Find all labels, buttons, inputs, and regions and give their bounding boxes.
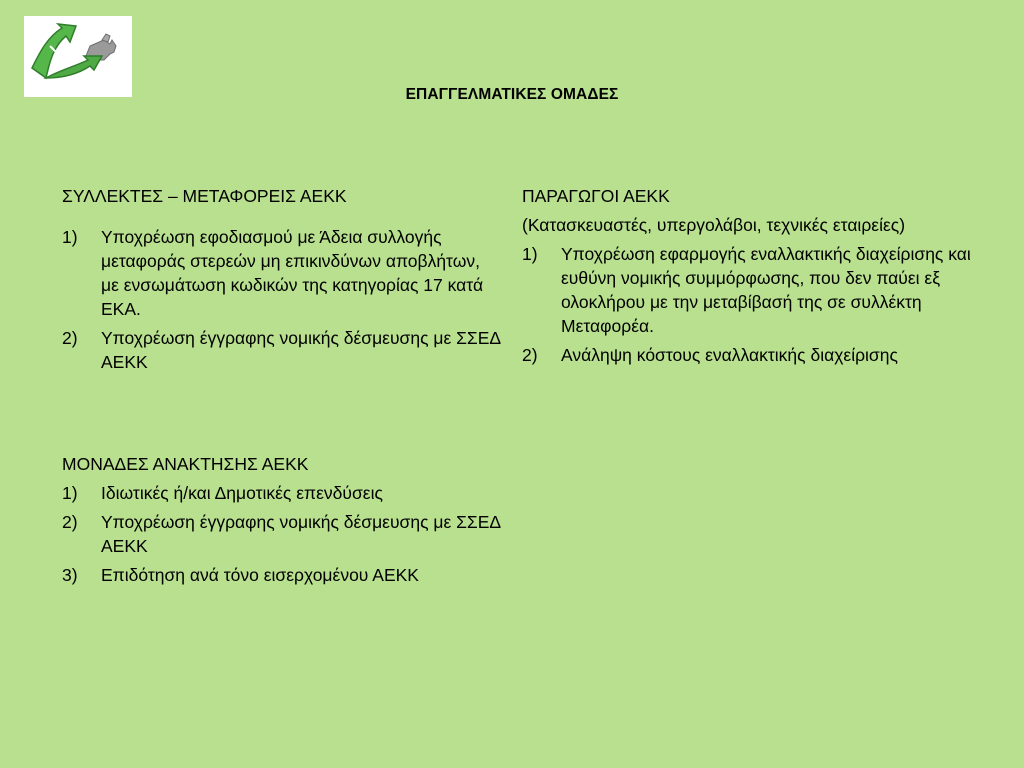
list-text: Ιδιωτικές ή/και Δημοτικές επενδύσεις [101, 483, 383, 503]
list-number: 1) [62, 483, 78, 503]
producers-section [522, 184, 972, 367]
list-text: Υποχρέωση έγγραφης νομικής δέσμευσης με ΣΣΕΔ ΑΕΚΚ [101, 512, 501, 556]
list-text: Υποχρέωση εφαρμογής εναλλακτικής διαχείρισης και ευθύνη νομικής συμμόρφωσης, που δεν παύει εξ ολοκλήρου με την μεταβίβασή της σε συλλέκτη Μεταφορέα. [561, 244, 971, 336]
recovery-units-heading: ΜΟΝΑΔΕΣ ΑΝΑΚΤΗΣΗΣ ΑΕΚΚ [62, 454, 309, 474]
list-item [522, 343, 972, 367]
list-item [62, 563, 502, 587]
collectors-list [62, 225, 502, 374]
list-text: Ανάληψη κόστους εναλλακτικής διαχείρισης [561, 345, 898, 365]
list-number: 1) [62, 227, 78, 247]
logo [24, 16, 132, 97]
list-number: 2) [62, 328, 78, 348]
list-item [522, 242, 972, 338]
list-number: 2) [522, 345, 538, 365]
list-text: Υποχρέωση έγγραφης νομικής δέσμευσης με ΣΣΕΔ ΑΕΚΚ [101, 328, 501, 372]
recycle-arrow-hand-icon [24, 16, 132, 97]
producers-list [522, 242, 972, 367]
list-item [62, 225, 502, 321]
producers-heading: ΠΑΡΑΓΩΓΟΙ ΑΕΚΚ [522, 186, 670, 206]
collectors-section [62, 184, 502, 374]
list-item [62, 326, 502, 374]
list-item [62, 510, 502, 558]
recovery-units-section [62, 452, 502, 587]
collectors-heading: ΣΥΛΛΕΚΤΕΣ – ΜΕΤΑΦΟΡΕΙΣ ΑΕΚΚ [62, 186, 347, 206]
list-text: Υποχρέωση εφοδιασμού με Άδεια συλλογής μεταφοράς στερεών μη επικινδύνων αποβλήτων, με ενσωμάτωση κωδικών της κατηγορίας 17 κατά ΕΚΑ. [101, 227, 484, 319]
list-number: 2) [62, 512, 78, 532]
slide-title: ΕΠΑΓΓΕΛΜΑΤΙΚΕΣ ΟΜΑΔΕΣ [405, 86, 619, 103]
list-item [62, 481, 502, 505]
list-number: 3) [62, 565, 78, 585]
producers-subheading: (Κατασκευαστές, υπεργολάβοι, τεχνικές εταιρείες) [522, 215, 906, 235]
list-text: Επιδότηση ανά τόνο εισερχομένου ΑΕΚΚ [101, 565, 419, 585]
recovery-units-list [62, 481, 502, 587]
list-number: 1) [522, 244, 538, 264]
